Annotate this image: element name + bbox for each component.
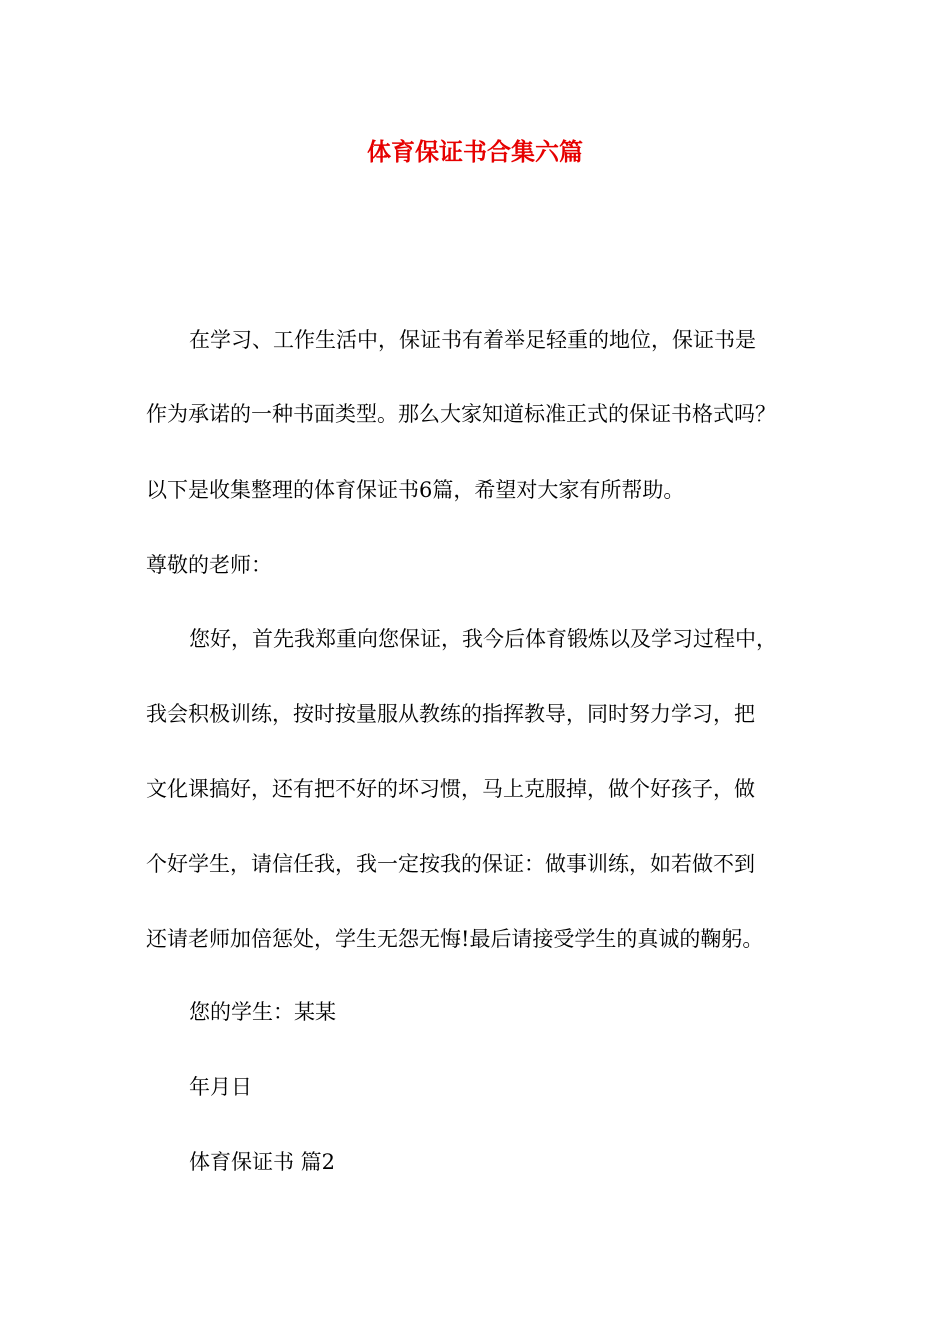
body-line-5: 还请老师加倍惩处，学生无怨无悔!最后请接受学生的真诚的鞠躬。	[146, 927, 764, 951]
intro-line-2: 作为承诺的一种书面类型。那么大家知道标准正式的保证书格式吗？	[146, 402, 776, 426]
body-line-1: 您好，首先我郑重向您保证，我今后体育锻炼以及学习过程中，	[189, 627, 777, 651]
intro-line-3: 以下是收集整理的体育保证书6篇，希望对大家有所帮助。	[146, 478, 685, 502]
intro-line-1: 在学习、工作生活中，保证书有着举足轻重的地位，保证书是	[189, 328, 756, 352]
date-line: 年月日	[189, 1075, 252, 1099]
signature: 您的学生：某某	[189, 1000, 336, 1024]
document-title: 体育保证书合集六篇	[367, 137, 583, 166]
body-line-4: 个好学生，请信任我，我一定按我的保证：做事训练，如若做不到	[146, 852, 755, 876]
body-line-2: 我会积极训练，按时按量服从教练的指挥教导，同时努力学习，把	[146, 702, 755, 726]
salutation: 尊敬的老师：	[146, 553, 272, 577]
section-heading-2: 体育保证书 篇2	[189, 1150, 336, 1174]
body-line-3: 文化课搞好，还有把不好的坏习惯，马上克服掉，做个好孩子，做	[146, 777, 755, 801]
